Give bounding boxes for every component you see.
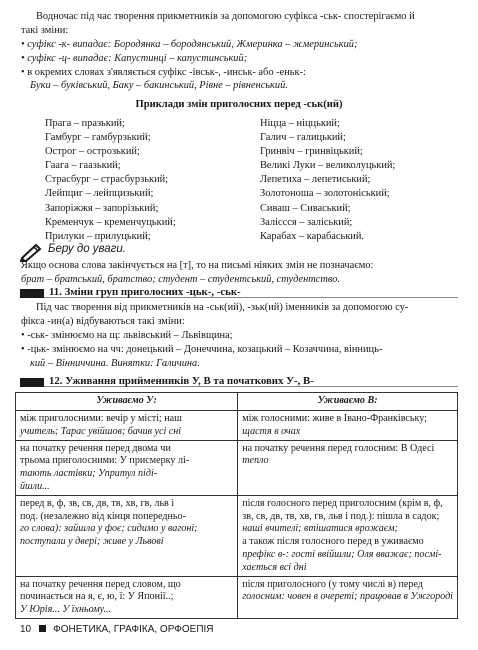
section-11-marker xyxy=(20,289,44,298)
section-12-title: 12. Уживання прийменників У, В та початкових У-, В- xyxy=(49,375,314,387)
cell-line: а також після голосного перед в уживаємо xyxy=(242,536,424,548)
bullet-3-examples: Буки – буківський, Баку – бакинський, Рівне – рівненський. xyxy=(30,80,288,91)
table-cell xyxy=(238,576,458,618)
example-left-item: Гамбург – гамбурзький; xyxy=(45,132,151,144)
examples-right-column xyxy=(260,117,395,244)
intro-line-2: такі зміни: xyxy=(21,25,69,36)
table-cell xyxy=(238,440,458,495)
table-cell xyxy=(238,495,458,576)
bullet-2-text: суфікс -ц- випадає: Капустинці – капустинський; xyxy=(27,53,248,64)
table-cell xyxy=(16,411,238,441)
footer-section-title: ФОНЕТИКА, ГРАФІКА, ОРФОЕПІЯ xyxy=(53,624,214,635)
section-11-bullet-1-text: -ськ- змінюємо на щ: львівський – Львівщина; xyxy=(27,330,233,341)
cell-line: хається всі дні xyxy=(242,561,307,573)
example-left-item: Страсбург – страсбурзький; xyxy=(45,174,169,186)
example-left-item: Кременчук – кременчуцький; xyxy=(45,216,176,228)
cell-line: го слова): зайшла у фоє; сидимо у вагоні; xyxy=(20,523,198,535)
section-12-marker xyxy=(20,378,44,387)
section-11-bullet-2: • -цьк- змінюємо на чч: донецький – Донеччина, козацький – Козаччина, вінниць- xyxy=(21,344,383,355)
table-row xyxy=(16,440,458,495)
table-cell xyxy=(16,440,238,495)
cell-line: на початку речення перед голосним: В Одесі xyxy=(242,442,435,454)
example-right-item: Заліссся – заліський; xyxy=(260,216,353,228)
section-11-para-1: Під час творення від прикметників на -ськ(ий), -зьк(ий) іменників за допомогою су- xyxy=(36,302,409,313)
example-left-item: Гаага – гаазький; xyxy=(45,160,121,172)
example-right-item: Гринвіч – гринвіцький; xyxy=(260,146,363,158)
page-number: 10 xyxy=(20,624,32,635)
cell-line: між приголосними: вечір у місті; наш xyxy=(20,413,182,424)
table-header-row xyxy=(16,393,458,411)
section-11-para-2: фікса -ин(а) відбуваються такі зміни: xyxy=(21,316,185,327)
cell-line: починається на я, є, ю, ї: У Японії..; xyxy=(20,591,174,603)
examples-heading: Приклади змін приголосних перед -ськ(ий) xyxy=(135,99,343,110)
section-11-bullet-1: • -ськ- змінюємо на щ: львівський – Львівщина; xyxy=(21,330,233,341)
cell-line: після приголосного (у тому числі в) перед xyxy=(242,578,423,590)
table-row xyxy=(16,576,458,618)
cell-line: йшли... xyxy=(20,480,50,492)
example-left-item: Прилуки – прилуцький; xyxy=(45,230,151,242)
example-right-item: Карабах – карабаський. xyxy=(260,230,365,242)
column-header-v: Уживаємо В: xyxy=(238,393,458,411)
page-footer xyxy=(20,624,214,635)
cell-line: префікс в-: гості ввійшли; Оля вважає; посмі- xyxy=(242,548,442,560)
example-right-item: Ніцца – ніццький; xyxy=(260,118,340,129)
example-left-item: Запоріжжя – запорізький; xyxy=(45,202,159,214)
table-cell xyxy=(238,411,458,441)
bullet-3: • в окремих словах з'являється суфікс -івськ-, -инськ- або -еньк-: xyxy=(21,67,306,78)
cell-line: трьома приголосними: У присмерку лі- xyxy=(20,455,190,467)
example-left-item: Прага – празький; xyxy=(45,118,125,129)
table-cell xyxy=(16,495,238,576)
example-right-item: Золотоноша – золотоніський; xyxy=(260,188,390,200)
cell-line: под. (незалежно від кінця попередньо- xyxy=(20,510,186,522)
cell-line: тають ластівки; Упритул піді- xyxy=(20,468,158,480)
prepositions-table xyxy=(15,392,458,619)
examples-left-column xyxy=(45,117,176,244)
section-11-bullet-2-text: -цьк- змінюємо на чч: донецький – Донеччина, козацький – Козаччина, вінниць- xyxy=(27,344,383,355)
cell-line: голосним: човен в очереті; працював в Ужгороді xyxy=(242,591,453,603)
cell-line: перед в, ф, зв, св, дв, тв, хв, гв, льв і xyxy=(20,497,175,509)
column-header-u: Уживаємо У: xyxy=(16,393,238,411)
note-line-1: Якщо основа слова закінчується на [т], то на письмі ніяких змін не позначаємо: xyxy=(21,260,374,271)
bullet-1: • суфікс -к- випадає: Бородянка – бородянський, Жмеринка – жмеринський; xyxy=(21,39,358,50)
intro-line-1: Водночас під час творення прикметників за допомогою суфікса -ськ- спостерігаємо й xyxy=(36,11,415,22)
note-line-2: брат – братський, братство; студент – студентський, студентство. xyxy=(21,274,341,285)
section-11-title: 11. Зміни груп приголосних -цьк-, -ськ- xyxy=(49,286,241,298)
cell-line: У Юрія... У їхньому... xyxy=(20,604,112,616)
bullet-1-text: суфікс -к- випадає: Бородянка – бородянський, Жмеринка – жмеринський; xyxy=(27,39,358,50)
example-right-item: Галич – галицький; xyxy=(260,132,346,144)
example-right-item: Лепетиха – лепетиський; xyxy=(260,174,371,186)
table-row xyxy=(16,495,458,576)
cell-line: між голосними: живе в Івано-Франківську; xyxy=(242,413,427,424)
section-11-bullet-2-cont: кий – Вінниччина. Винятки: Галичина. xyxy=(30,358,200,369)
table-row xyxy=(16,411,458,441)
cell-line: зв, св, дв, тв, хв, гв, льв і под.): пішла в садок; xyxy=(242,510,440,522)
cell-line: щастя в очах xyxy=(242,425,301,437)
footer-square-icon xyxy=(39,625,46,632)
cell-line: на початку речення перед двома чи xyxy=(20,442,171,454)
example-left-item: Лейпциг – лейпцизький; xyxy=(45,188,154,200)
cell-line: учитель; Тарас увійшов; бачив усі сні xyxy=(20,425,182,437)
note-title: Беру до уваги. xyxy=(48,243,126,255)
bullet-3-text: в окремих словах з'являється суфікс -івськ-, -инськ- або -еньк-: xyxy=(27,67,306,78)
table-cell xyxy=(16,576,238,618)
cell-line: після голосного перед приголосним (крім в, ф, xyxy=(242,497,443,509)
cell-line: наші вчителі; втішатися врожаєм; xyxy=(242,523,398,535)
bullet-2: • суфікс -ц- випадає: Капустинці – капустинський; xyxy=(21,53,248,64)
example-right-item: Сиваш – Сиваський; xyxy=(260,202,351,214)
cell-line: поступали у двері; живе у Львові xyxy=(20,536,164,548)
example-left-item: Острог – острозький; xyxy=(45,146,140,158)
cell-line: на початку речення перед словом, що xyxy=(20,578,181,590)
example-right-item: Великі Луки – великолуцький; xyxy=(260,160,396,172)
cell-line: тепло xyxy=(242,455,269,467)
